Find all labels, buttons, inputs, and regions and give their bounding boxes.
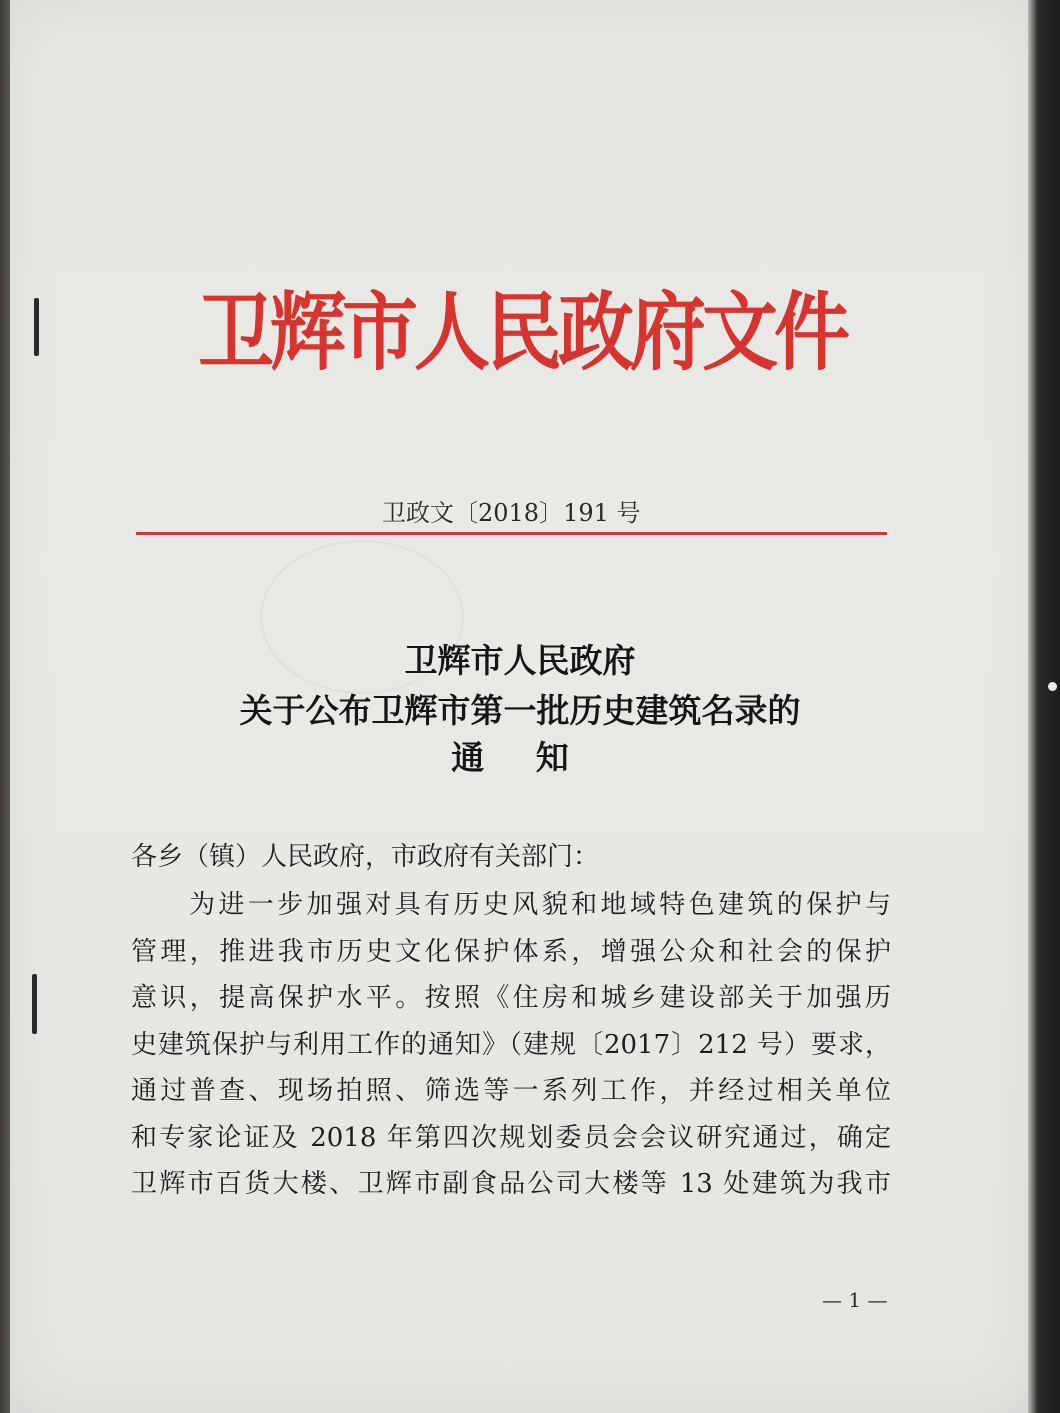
notice-title-line-3: 通 知 <box>451 738 589 777</box>
issuer-header-title: 卫辉市人民政府文件 <box>198 282 846 383</box>
notice-title-line-1: 卫辉市人民政府 <box>404 641 636 680</box>
body-line: 卫辉市百货大楼、卫辉市副食品公司大楼等 13 处建筑为我市 <box>131 1169 891 1199</box>
body-line: 意识，提高保护水平。按照《住房和城乡建设部关于加强历 <box>131 983 891 1013</box>
salutation: 各乡（镇）人民政府，市政府有关部门： <box>131 842 600 872</box>
notice-title-line-2: 关于公布卫辉市第一批历史建筑名录的 <box>239 691 801 730</box>
page-number: — 1 — <box>822 1288 888 1312</box>
red-separator-rule <box>136 532 887 535</box>
body-line: 和专家论证及 2018 年第四次规划委员会会议研究通过，确定 <box>131 1122 891 1153</box>
document-number: 卫政文〔2018〕191 号 <box>382 499 641 527</box>
light-reflection-dot <box>1048 682 1057 691</box>
binding-mark-top <box>34 298 39 356</box>
binding-mark-middle <box>32 974 37 1034</box>
body-line: 史建筑保护与利用工作的通知》（建规〔2017〕212 号）要求， <box>131 1029 891 1060</box>
body-line: 通过普查、现场拍照、筛选等一系列工作，并经过相关单位 <box>131 1076 891 1106</box>
page-edge-shadow <box>1028 0 1060 1413</box>
body-line: 管理，推进我市历史文化保护体系，增强公众和社会的保护 <box>131 936 891 967</box>
body-line: 为进一步加强对具有历史风貌和地域特色建筑的保护与 <box>189 890 891 920</box>
document-page <box>10 0 1030 1413</box>
body-paragraph <box>131 882 891 1208</box>
